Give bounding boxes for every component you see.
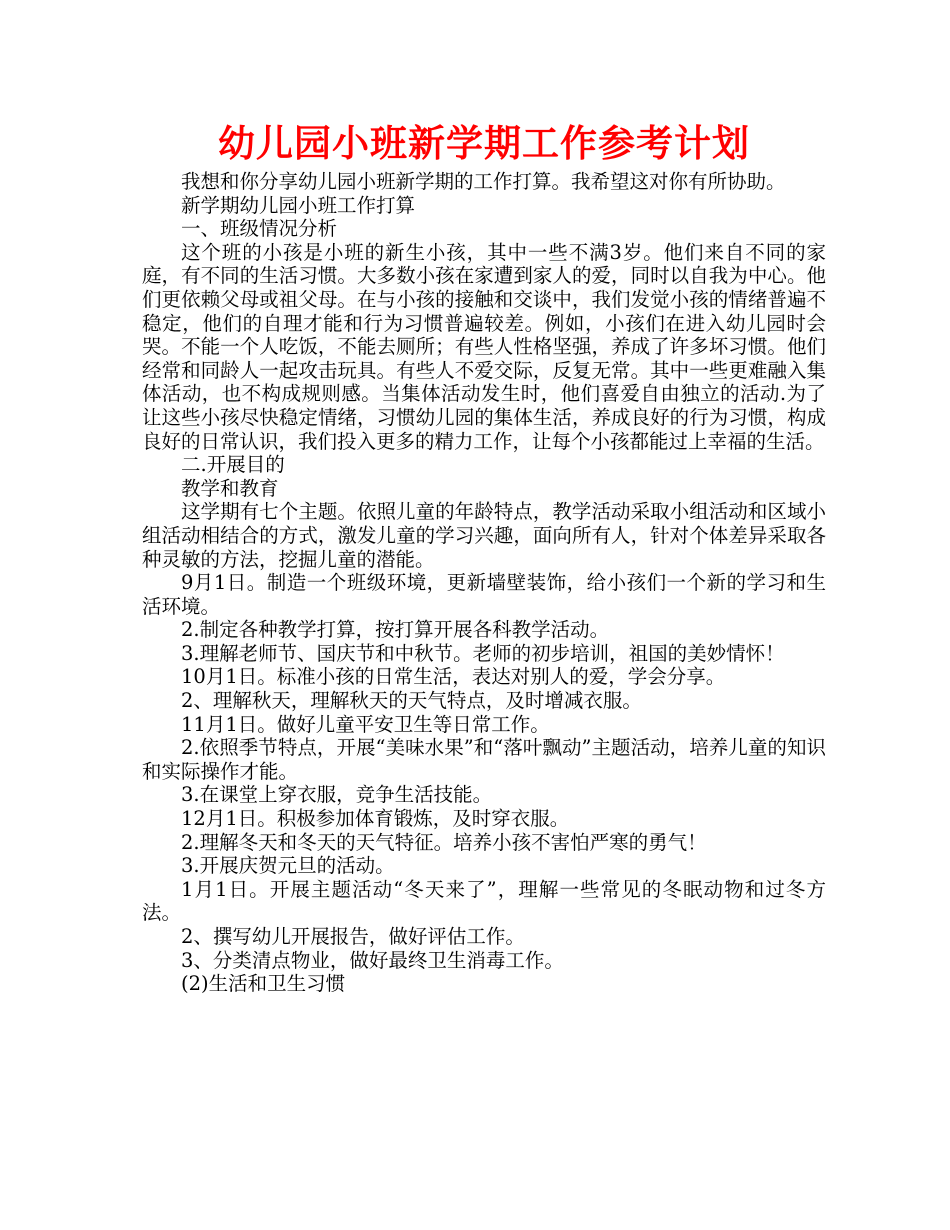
list-item: 2.依照季节特点，开展“美味水果”和“落叶飘动”主题活动，培养儿童的知识和实际操作才能。 bbox=[142, 736, 826, 783]
list-item: 9月1日。制造一个班级环境，更新墙壁装饰，给小孩们一个新的学习和生活环境。 bbox=[142, 571, 826, 618]
paragraph: 这个班的小孩是小班的新生小孩，其中一些不满3岁。他们来自不同的家庭，有不同的生活习惯。大多数小孩在家遭到家人的爱，同时以自我为中心。他们更依赖父母或祖父母。在与小孩的接触和交谈中，我们发觉小孩的情绪普遍不稳定，他们的自理才能和行为习惯普遍较差。例如，小孩们在进入幼儿园时会哭。不能一个人吃饭，不能去厕所；有些人性格坚强，养成了许多坏习惯。他们经常和同龄人一起攻击玩具。有些人不爱交际，反复无常。其中一些更难融入集体活动，也不构成规则感。当集体活动发生时，他们喜爱自由独立的活动.为了让这些小孩尽快稳定情绪，习惯幼儿园的集体生活，养成良好的行为习惯，构成良好的日常认识，我们投入更多的精力工作，让每个小孩都能过上幸福的生活。 bbox=[142, 240, 826, 453]
document-body bbox=[142, 170, 826, 996]
subsection-heading: 教学和教育 bbox=[181, 476, 279, 500]
paragraph: 新学期幼儿园小班工作打算 bbox=[181, 193, 416, 217]
list-item: 2.理解冬天和冬天的天气特征。培养小孩不害怕严寒的勇气！ bbox=[181, 830, 707, 854]
list-item: 12月1日。积极参加体育锻炼，及时穿衣服。 bbox=[181, 807, 570, 831]
section-heading: 一、班级情况分析 bbox=[181, 217, 338, 241]
paragraph: 我想和你分享幼儿园小班新学期的工作打算。我希望这对你有所协助。 bbox=[181, 170, 786, 193]
list-item: 3.在课堂上穿衣服，竞争生活技能。 bbox=[181, 783, 493, 807]
section-heading: 二.开展目的 bbox=[181, 453, 285, 477]
list-item: 2、撰写幼儿开展报告，做好评估工作。 bbox=[181, 925, 525, 948]
document-title: 幼儿园小班新学期工作参考计划 bbox=[218, 121, 750, 165]
list-item: 11月1日。做好儿童平安卫生等日常工作。 bbox=[181, 712, 550, 736]
list-item: 1月1日。开展主题活动“冬天来了”，理解一些常见的冬眠动物和过冬方法。 bbox=[142, 877, 826, 925]
list-item: 3、分类清点物业，做好最终卫生消毒工作。 bbox=[181, 948, 564, 972]
paragraph: 这学期有七个主题。依照儿童的年龄特点，教学活动采取小组活动和区域小组活动相结合的方式，激发儿童的学习兴趣，面向所有人，针对个体差异采取各种灵敏的方法，挖掘儿童的潜能。 bbox=[142, 500, 826, 571]
list-item: 2.制定各种教学打算，按打算开展各科教学活动。 bbox=[181, 618, 610, 642]
list-item: 2、理解秋天，理解秋天的天气特点，及时增减衣服。 bbox=[181, 689, 642, 713]
list-item: 3.开展庆贺元旦的活动。 bbox=[181, 854, 395, 878]
list-item: (2)生活和卫生习惯 bbox=[181, 972, 346, 996]
document-page bbox=[142, 118, 826, 996]
list-item: 10月1日。标准小孩的日常生活，表达对别人的爱，学会分享。 bbox=[181, 665, 726, 689]
list-item: 3.理解老师节、国庆节和中秋节。老师的初步培训，祖国的美妙情怀！ bbox=[181, 641, 785, 665]
